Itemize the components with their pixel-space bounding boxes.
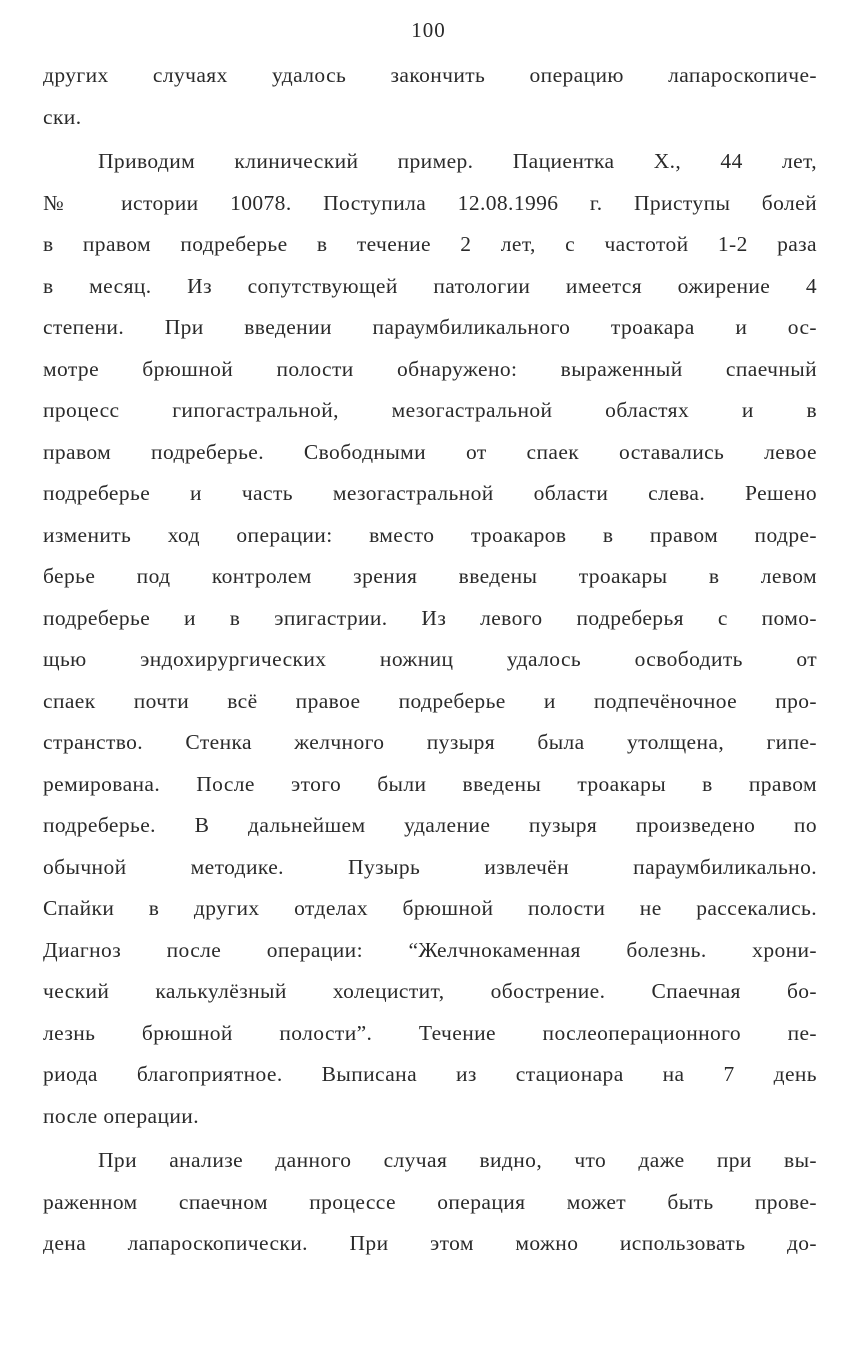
text-line: ски. (43, 104, 82, 129)
text-line: обычной методике. Пузырь извлечён параумбиликально. (43, 854, 817, 879)
text-line: лезнь брюшной полости”. Течение послеоперационного пе- (43, 1020, 817, 1045)
body-text (43, 55, 817, 1265)
text-line: подреберье и часть мезогастральной области слева. Решено (43, 481, 817, 505)
text-line: изменить ход операции: вместо троакаров в правом подре- (43, 522, 817, 547)
text-line: процесс гипогастральной, мезогастральной областях и в (43, 398, 817, 422)
text-line: раженном спаечном процессе операция может быть прове- (43, 1189, 817, 1214)
text-line: после операции. (43, 1103, 199, 1128)
text-line: спаек почти всё правое подреберье и подпечёночное про- (43, 688, 817, 713)
text-line: странство. Стенка желчного пузыря была утолщена, гипе- (43, 730, 817, 754)
text-line: в правом подреберье в течение 2 лет, с частотой 1-2 раза (43, 232, 817, 256)
text-line: Спайки в других отделах брюшной полости не рассекались. (43, 896, 817, 920)
text-line: щью эндохирургических ножниц удалось освободить от (43, 647, 817, 671)
text-line: дена лапароскопически. При этом можно использовать до- (43, 1231, 817, 1255)
text-line: других случаях удалось закончить операцию лапароскопиче- (43, 63, 817, 87)
text-line: При анализе данного случая видно, что даже при вы- (98, 1148, 817, 1172)
text-line: № истории 10078. Поступила 12.08.1996 г. Приступы болей (43, 190, 817, 215)
text-line: мотре брюшной полости обнаружено: выраженный спаечный (43, 356, 817, 381)
text-line: подреберье и в эпигастрии. Из левого подреберья с помо- (43, 605, 817, 630)
text-line: Диагноз после операции: “Желчнокаменная болезнь. хрони- (43, 937, 817, 962)
text-line: берье под контролем зрения введены троакары в левом (43, 564, 817, 588)
page-number: 100 (411, 18, 446, 42)
text-line: Приводим клинический пример. Пациентка Х., 44 лет, (98, 149, 817, 173)
text-line: правом подреберье. Свободными от спаек оставались левое (43, 439, 817, 464)
text-line: степени. При введении параумбиликального троакара и ос- (43, 315, 817, 339)
text-line: риода благоприятное. Выписана из стационара на 7 день (43, 1062, 817, 1086)
text-line: подреберье. В дальнейшем удаление пузыря произведено по (43, 813, 817, 837)
text-line: ремирована. После этого были введены троакары в правом (43, 771, 817, 796)
text-line: в месяц. Из сопутствующей патологии имеется ожирение 4 (43, 273, 817, 298)
text-line: ческий калькулёзный холецистит, обострение. Спаечная бо- (43, 979, 817, 1003)
